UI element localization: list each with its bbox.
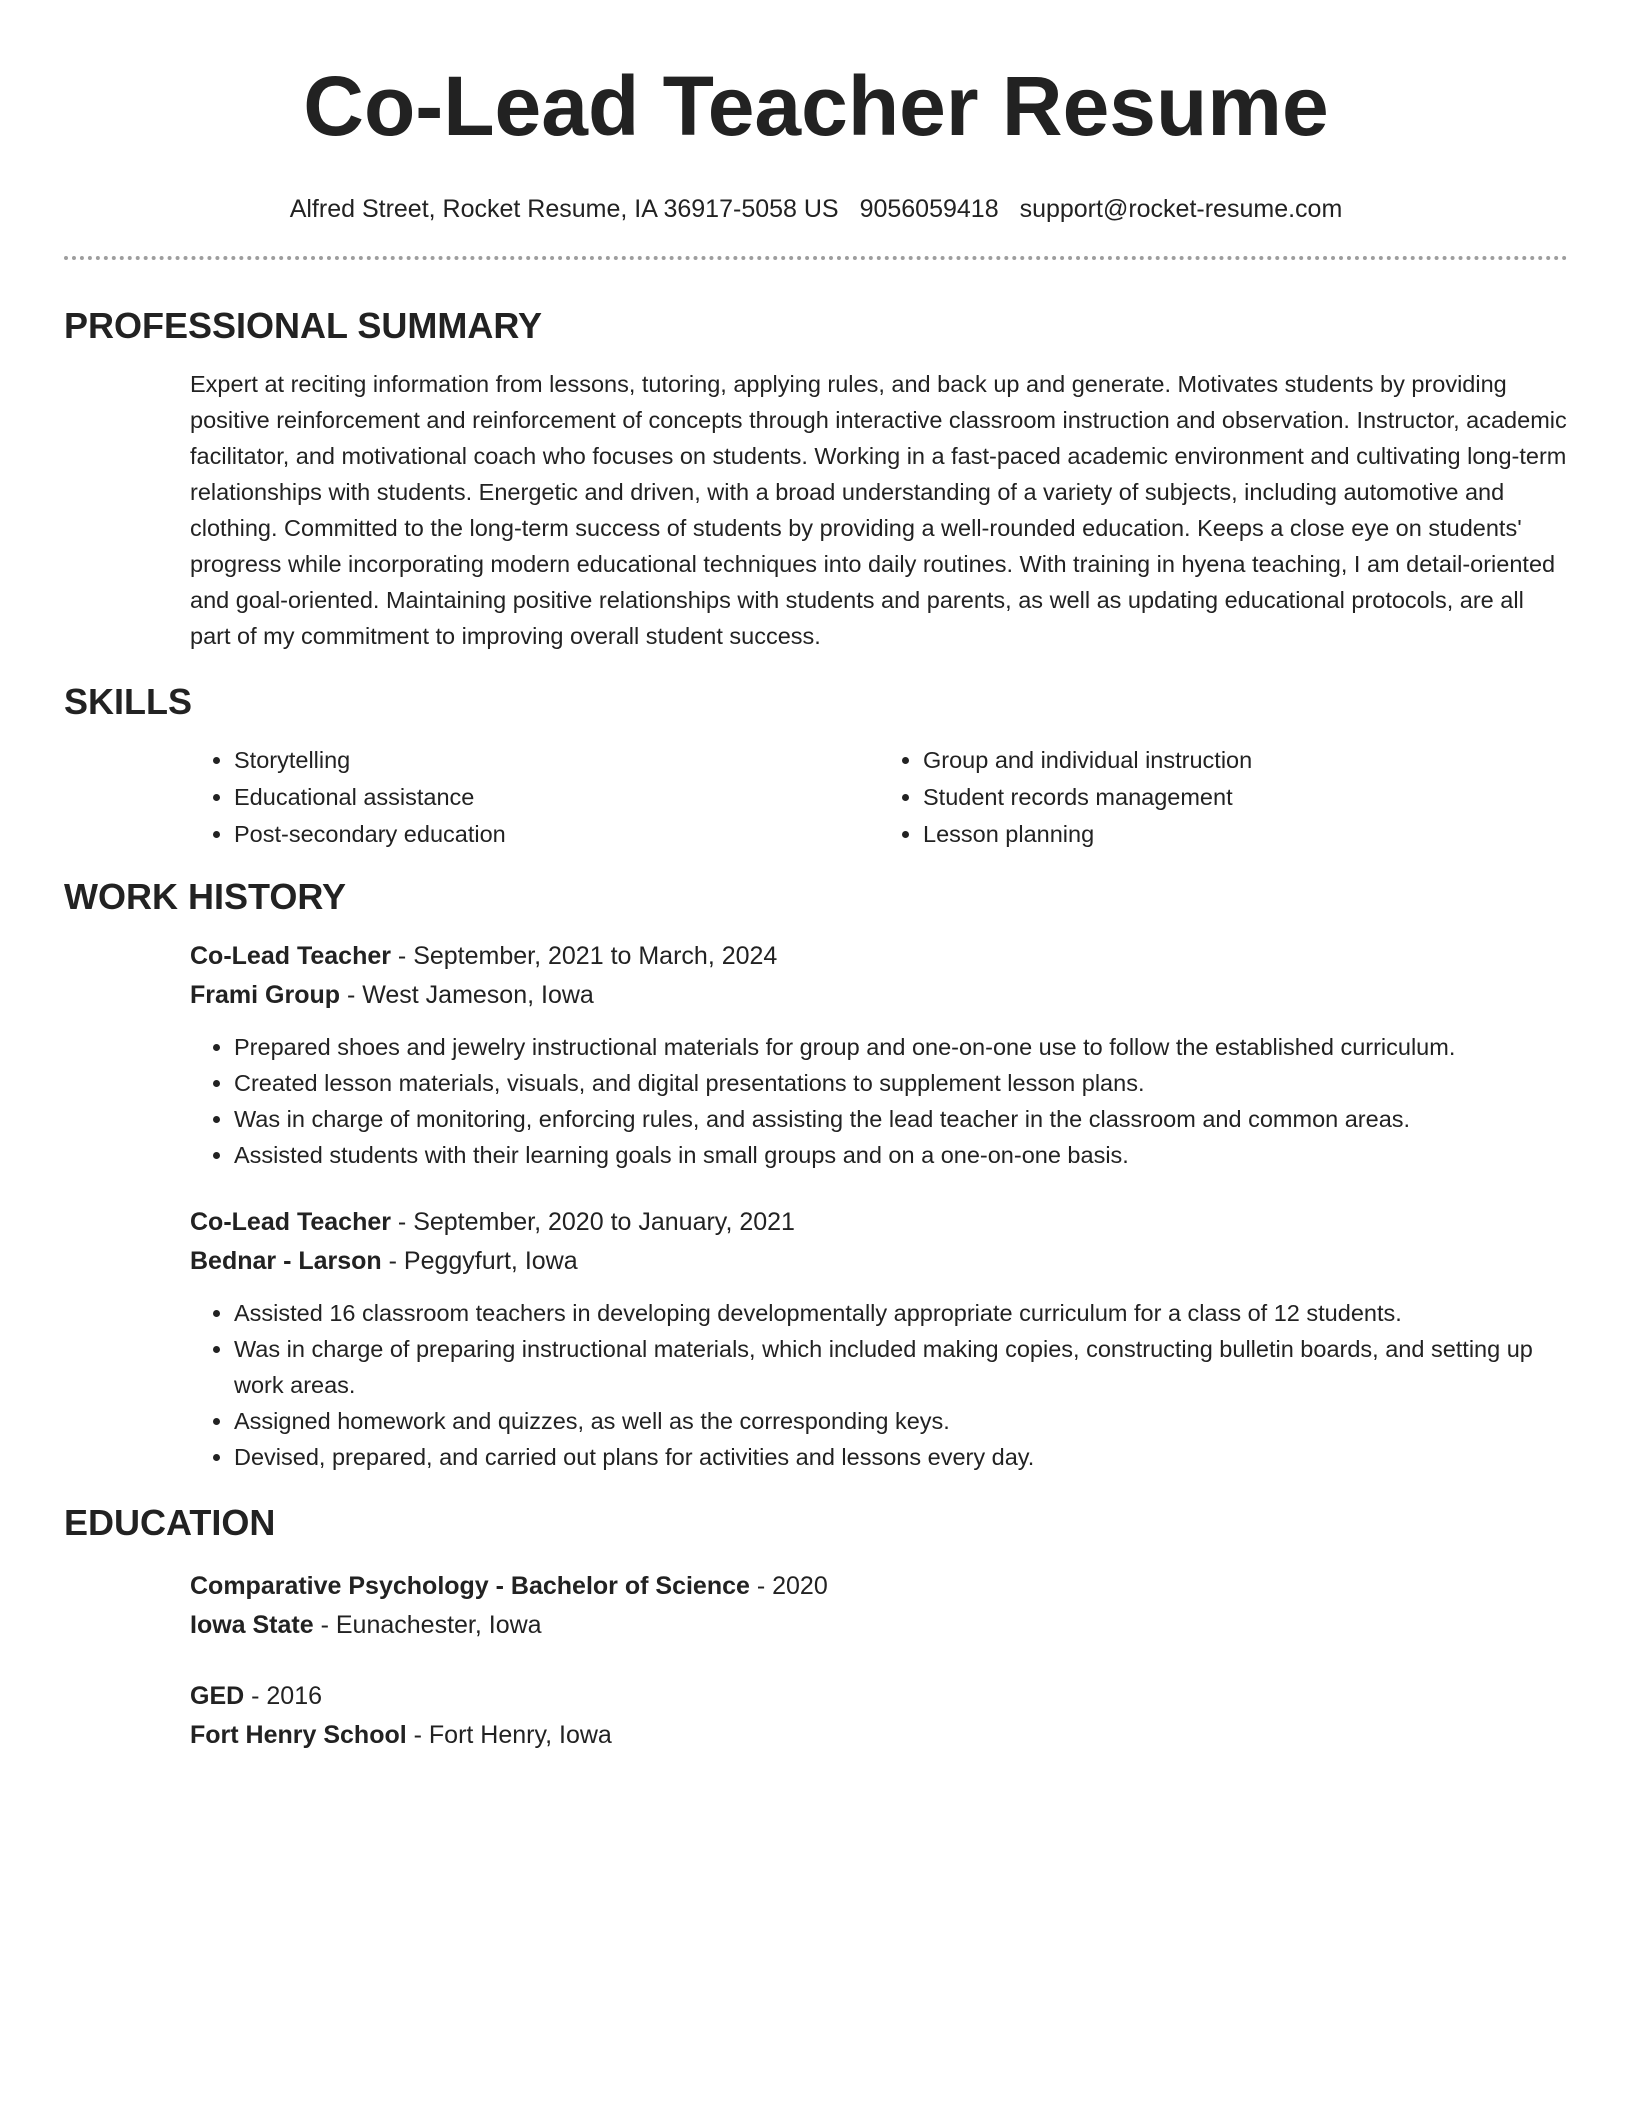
skill-item: • Educational assistance <box>234 779 879 816</box>
work-heading: WORK HISTORY <box>64 876 347 917</box>
job-company: Bednar - Larson <box>190 1247 382 1275</box>
job-bullet: • Was in charge of preparing instructional materials, which included making copies, constructing bulletin boards, and setting up work areas. <box>234 1331 1568 1403</box>
summary-heading: PROFESSIONAL SUMMARY <box>64 305 543 346</box>
contact-line <box>64 192 1568 226</box>
job-title-line <box>190 937 1568 976</box>
job-title-line <box>190 1203 1568 1242</box>
job-bullet: • Created lesson materials, visuals, and digital presentations to supplement lesson plans. <box>234 1065 1568 1101</box>
education-location: - Eunachester, Iowa <box>313 1611 542 1639</box>
job-title: Co-Lead Teacher <box>190 1208 391 1236</box>
education-school: Iowa State <box>190 1611 314 1639</box>
education-school: Fort Henry School <box>190 1721 407 1749</box>
job-bullet: • Assisted 16 classroom teachers in developing developmentally appropriate curriculum for a class of 12 students. <box>234 1295 1568 1331</box>
resume-title: Co-Lead Teacher Resume <box>303 59 1329 153</box>
job-bullets <box>190 1295 1568 1475</box>
skill-item: • Storytelling <box>234 742 879 779</box>
summary-text: Expert at reciting information from lessons, tutoring, applying rules, and back up and generate. Motivates students by providing positive reinforcement and reinforcement of concepts through interactive classroom instruction and observation. Instructor, academic facilitator, and motivational coach who focuses on students. Working in a fast-paced academic environment and cultivating long-term relationships with students. Energetic and driven, with a broad understanding of a variety of subjects, including automotive and clothing. Committed to the long-term success of students by providing a well-rounded education. Keeps a close eye on students' progress while incorporating modern educational techniques into daily routines. With training in hyena teaching, I am detail-oriented and goal-oriented. Maintaining positive relationships with students and parents, as well as updating educational protocols, are all part of my commitment to improving overall student success. <box>190 371 1567 649</box>
education-degree-line <box>190 1567 1568 1606</box>
job-company-line <box>190 1242 1568 1281</box>
job-location: - West Jameson, Iowa <box>340 981 594 1009</box>
education-degree: GED <box>190 1682 245 1710</box>
job-bullet: • Assisted students with their learning goals in small groups and on a one-on-one basis. <box>234 1137 1568 1173</box>
contact-phone: 9056059418 <box>859 195 999 223</box>
skills-column-right <box>879 742 1568 853</box>
job-location: - Peggyfurt, Iowa <box>381 1247 578 1275</box>
job-entry <box>190 937 1568 1173</box>
skill-item: • Group and individual instruction <box>923 742 1568 779</box>
job-bullet: • Was in charge of monitoring, enforcing rules, and assisting the lead teacher in the classroom and common areas. <box>234 1101 1568 1137</box>
education-entry <box>190 1677 1568 1755</box>
skills-list <box>190 742 1568 853</box>
header-divider <box>64 256 1568 260</box>
job-bullet: • Prepared shoes and jewelry instructional materials for group and one-on-one use to follow the established curriculum. <box>234 1029 1568 1065</box>
job-bullet: • Assigned homework and quizzes, as well as the corresponding keys. <box>234 1403 1568 1439</box>
education-school-line <box>190 1716 1568 1755</box>
skill-item: • Student records management <box>923 779 1568 816</box>
education-year: - 2020 <box>749 1572 828 1600</box>
contact-address: Alfred Street, Rocket Resume, IA 36917-5058 US <box>289 195 839 223</box>
job-company: Frami Group <box>190 981 341 1009</box>
job-title: Co-Lead Teacher <box>190 942 391 970</box>
job-dates: - September, 2021 to March, 2024 <box>390 942 778 970</box>
education-year: - 2016 <box>244 1682 323 1710</box>
job-bullet: • Devised, prepared, and carried out plans for activities and lessons every day. <box>234 1439 1568 1475</box>
skills-column-left <box>190 742 879 853</box>
skills-heading: SKILLS <box>64 681 193 722</box>
skill-item: • Post-secondary education <box>234 816 879 853</box>
job-entry <box>190 1203 1568 1475</box>
job-bullets <box>190 1029 1568 1173</box>
education-heading: EDUCATION <box>64 1502 276 1543</box>
job-dates: - September, 2020 to January, 2021 <box>390 1208 795 1236</box>
skill-item: • Lesson planning <box>923 816 1568 853</box>
education-degree: Comparative Psychology - Bachelor of Science <box>190 1572 750 1600</box>
contact-email: support@rocket-resume.com <box>1019 195 1343 223</box>
education-degree-line <box>190 1677 1568 1716</box>
education-school-line <box>190 1606 1568 1645</box>
education-entry <box>190 1567 1568 1645</box>
job-company-line <box>190 976 1568 1015</box>
education-location: - Fort Henry, Iowa <box>406 1721 612 1749</box>
